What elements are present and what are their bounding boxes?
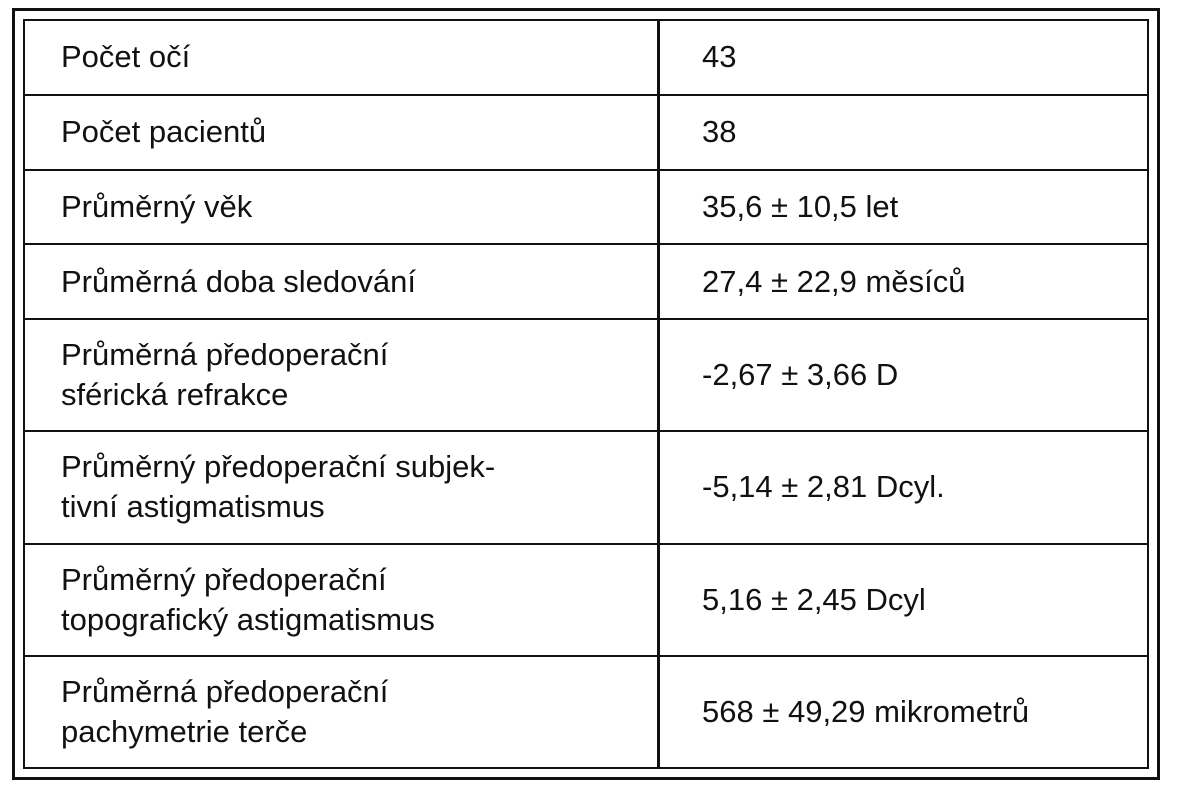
- row-value: 43: [659, 21, 1148, 95]
- row-value: 27,4 ± 22,9 měsíců: [659, 244, 1148, 319]
- row-value: 5,16 ± 2,45 Dcyl: [659, 544, 1148, 656]
- table-row: [25, 431, 1147, 543]
- table-outer-frame: [12, 8, 1160, 780]
- row-value: -2,67 ± 3,66 D: [659, 319, 1148, 431]
- row-label: Počet očí: [25, 21, 659, 95]
- patient-statistics-table: [25, 21, 1147, 767]
- row-label: Průměrná doba sledování: [25, 244, 659, 319]
- table-row: [25, 21, 1147, 95]
- table-inner-frame: [23, 19, 1149, 769]
- row-label: Počet pacientů: [25, 95, 659, 170]
- table-row: [25, 656, 1147, 767]
- row-label: Průměrná předoperační pachymetrie terče: [25, 656, 659, 767]
- row-value: 35,6 ± 10,5 let: [659, 170, 1148, 245]
- row-value: 38: [659, 95, 1148, 170]
- row-value: 568 ± 49,29 mikrometrů: [659, 656, 1148, 767]
- table-row: [25, 170, 1147, 245]
- table-row: [25, 319, 1147, 431]
- table-row: [25, 95, 1147, 170]
- table-row: [25, 544, 1147, 656]
- row-label: Průměrný předoperační subjek- tivní astigmatismus: [25, 431, 659, 543]
- row-label: Průměrný předoperační topografický astigmatismus: [25, 544, 659, 656]
- row-label: Průměrný věk: [25, 170, 659, 245]
- row-value: -5,14 ± 2,81 Dcyl.: [659, 431, 1148, 543]
- table-row: [25, 244, 1147, 319]
- row-label: Průměrná předoperační sférická refrakce: [25, 319, 659, 431]
